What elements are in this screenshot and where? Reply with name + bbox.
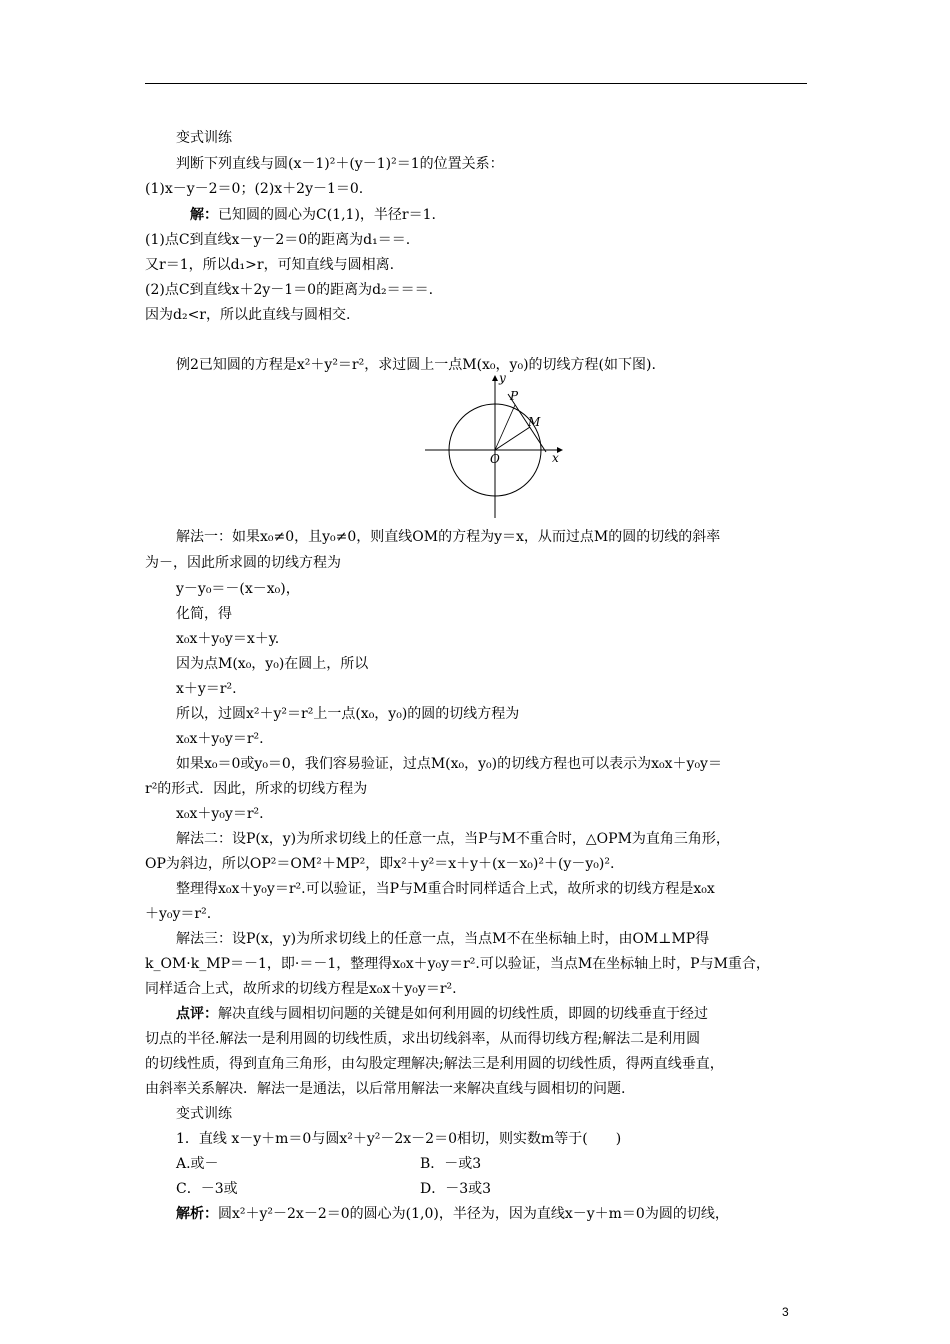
line-text: x₀x＋y₀y＝x＋y. bbox=[176, 631, 280, 647]
text-line bbox=[190, 206, 436, 224]
line-text: (2)点C到直线x＋2y－1＝0的距离为d₂＝＝＝. bbox=[145, 282, 434, 298]
text-line bbox=[145, 180, 363, 198]
line-text: 1．直线 x－y＋m＝0与圆x²＋y²－2x－2＝0相切，则实数m等于( ) bbox=[176, 1131, 622, 1147]
text-line bbox=[176, 356, 656, 374]
text-line bbox=[145, 905, 211, 923]
text-line bbox=[176, 680, 237, 698]
text-line bbox=[176, 630, 279, 648]
text-line bbox=[176, 605, 232, 623]
text-line bbox=[176, 1155, 219, 1173]
line-text: D．－3或3 bbox=[420, 1181, 492, 1197]
line-text: 解法二：设P(x，y)为所求切线上的任意一点，当P与M不重合时，△OPM为直角三角形， bbox=[176, 831, 730, 847]
text-line bbox=[420, 1180, 491, 1198]
text-line bbox=[176, 755, 722, 773]
label-p: P bbox=[510, 389, 519, 403]
tangent-figure bbox=[420, 370, 570, 520]
text-line bbox=[145, 554, 341, 572]
line-text: 如果x₀＝0或y₀＝0，我们容易验证，过点M(x₀，y₀)的切线方程也可以表示为x₀x＋y₀y＝ bbox=[176, 756, 722, 772]
line-text: x₀x＋y₀y＝r². bbox=[176, 731, 264, 747]
line-text: 又r＝1，所以d₁>r，可知直线与圆相离. bbox=[145, 257, 395, 273]
line-text: (1)点C到直线x－y－2＝0的距离为d₁＝＝. bbox=[145, 232, 411, 248]
text-line bbox=[176, 1130, 621, 1148]
line-text: x₀x＋y₀y＝r². bbox=[176, 806, 264, 822]
text-line bbox=[176, 528, 720, 546]
line-text: (1)x－y－2＝0；(2)x＋2y－1＝0. bbox=[145, 181, 364, 197]
line-text: OP为斜边，所以OP²＝OM²＋MP²，即x²＋y²＝x＋y＋(x－x₀)²＋(y－y₀)². bbox=[145, 856, 615, 872]
line-text: 例2已知圆的方程是x²＋y²＝r²，求过圆上一点M(x₀，y₀)的切线方程(如下图). bbox=[176, 357, 656, 373]
text-line bbox=[176, 1005, 708, 1023]
label-y: y bbox=[499, 371, 506, 385]
text-line bbox=[176, 730, 264, 748]
line-text: k_OM·k_MP＝－1，即·＝－1，整理得x₀x＋y₀y＝r².可以验证，当点M在坐标轴上时，P与M重合， bbox=[145, 956, 770, 972]
text-line bbox=[145, 306, 350, 324]
line-text: 判断下列直线与圆(x－1)²＋(y－1)²＝1的位置关系： bbox=[176, 156, 504, 172]
line-text: 因为d₂<r，所以此直线与圆相交. bbox=[145, 307, 351, 323]
text-line bbox=[145, 855, 614, 873]
line-text: 圆x²＋y²－2x－2＝0的圆心为(1,0)，半径为，因为直线x－y＋m＝0为圆的切线， bbox=[218, 1206, 729, 1222]
text-line bbox=[176, 1205, 729, 1223]
line-text: 解法一：如果x₀≠0，且y₀≠0，则直线OM的方程为y＝x，从而过点M的圆的切线的斜率 bbox=[176, 529, 721, 545]
text-line bbox=[176, 655, 368, 673]
line-text: 整理得x₀x＋y₀y＝r².可以验证，当P与M重合时同样适合上式，故所求的切线方程是x₀x bbox=[176, 881, 715, 897]
line-text: x＋y＝r². bbox=[176, 681, 237, 697]
text-line bbox=[145, 980, 457, 998]
line-text: 的切线性质，得到直角三角形，由勾股定理解决;解法三是利用圆的切线性质，得两直线垂直， bbox=[145, 1056, 724, 1072]
label-o: O bbox=[490, 452, 500, 466]
text-line bbox=[145, 780, 367, 798]
line-text: 变式训练 bbox=[176, 130, 232, 146]
line-text: 变式训练 bbox=[176, 1106, 232, 1122]
line-text: 解法三：设P(x，y)为所求切线上的任意一点，当点M不在坐标轴上时，由OM⊥MP得 bbox=[176, 931, 710, 947]
bold-label: 解： bbox=[190, 207, 218, 223]
text-line bbox=[176, 830, 730, 848]
label-m: M bbox=[528, 415, 541, 429]
line-text: 化简，得 bbox=[176, 606, 232, 622]
bold-label: 点评： bbox=[176, 1006, 218, 1022]
text-line bbox=[145, 1055, 724, 1073]
bold-label: 解析： bbox=[176, 1206, 218, 1222]
line-text: B．－或3 bbox=[420, 1156, 482, 1172]
text-line bbox=[145, 281, 433, 299]
text-line bbox=[176, 805, 264, 823]
text-line bbox=[145, 231, 410, 249]
page-number: 3 bbox=[782, 1305, 789, 1319]
text-line bbox=[176, 1105, 232, 1123]
text-line bbox=[145, 955, 770, 973]
line-text: C．－3或 bbox=[176, 1181, 238, 1197]
line-text: A.或－ bbox=[176, 1156, 219, 1172]
text-line bbox=[145, 256, 394, 274]
line-text: 切点的半径.解法一是利用圆的切线性质，求出切线斜率，从而得切线方程;解法二是利用圆 bbox=[145, 1031, 701, 1047]
text-line bbox=[145, 1080, 625, 1098]
header-rule bbox=[145, 83, 807, 84]
line-text: 所以，过圆x²＋y²＝r²上一点(x₀，y₀)的圆的切线方程为 bbox=[176, 706, 520, 722]
text-line bbox=[176, 155, 504, 173]
line-text: 解决直线与圆相切问题的关键是如何利用圆的切线性质，即圆的切线垂直于经过 bbox=[218, 1006, 708, 1022]
line-text: 为－，因此所求圆的切线方程为 bbox=[145, 555, 341, 571]
text-line bbox=[176, 930, 709, 948]
label-x: x bbox=[552, 451, 559, 465]
text-line bbox=[145, 1030, 700, 1048]
line-text: 同样适合上式，故所求的切线方程是x₀x＋y₀y＝r². bbox=[145, 981, 457, 997]
text-line bbox=[176, 129, 232, 147]
line-text: y－y₀＝－(x－x₀)， bbox=[176, 581, 300, 597]
text-line bbox=[176, 880, 715, 898]
text-line bbox=[176, 1180, 238, 1198]
text-line bbox=[176, 580, 300, 598]
line-text: r²的形式．因此，所求的切线方程为 bbox=[145, 781, 368, 797]
line-text: ＋y₀y＝r². bbox=[145, 906, 212, 922]
text-line bbox=[420, 1155, 481, 1173]
line-text: 因为点M(x₀，y₀)在圆上，所以 bbox=[176, 656, 369, 672]
line-text: 已知圆的圆心为C(1,1)，半径r＝1. bbox=[218, 207, 436, 223]
text-line bbox=[176, 705, 519, 723]
line-text: 由斜率关系解决．解法一是通法，以后常用解法一来解决直线与圆相切的问题. bbox=[145, 1081, 626, 1097]
